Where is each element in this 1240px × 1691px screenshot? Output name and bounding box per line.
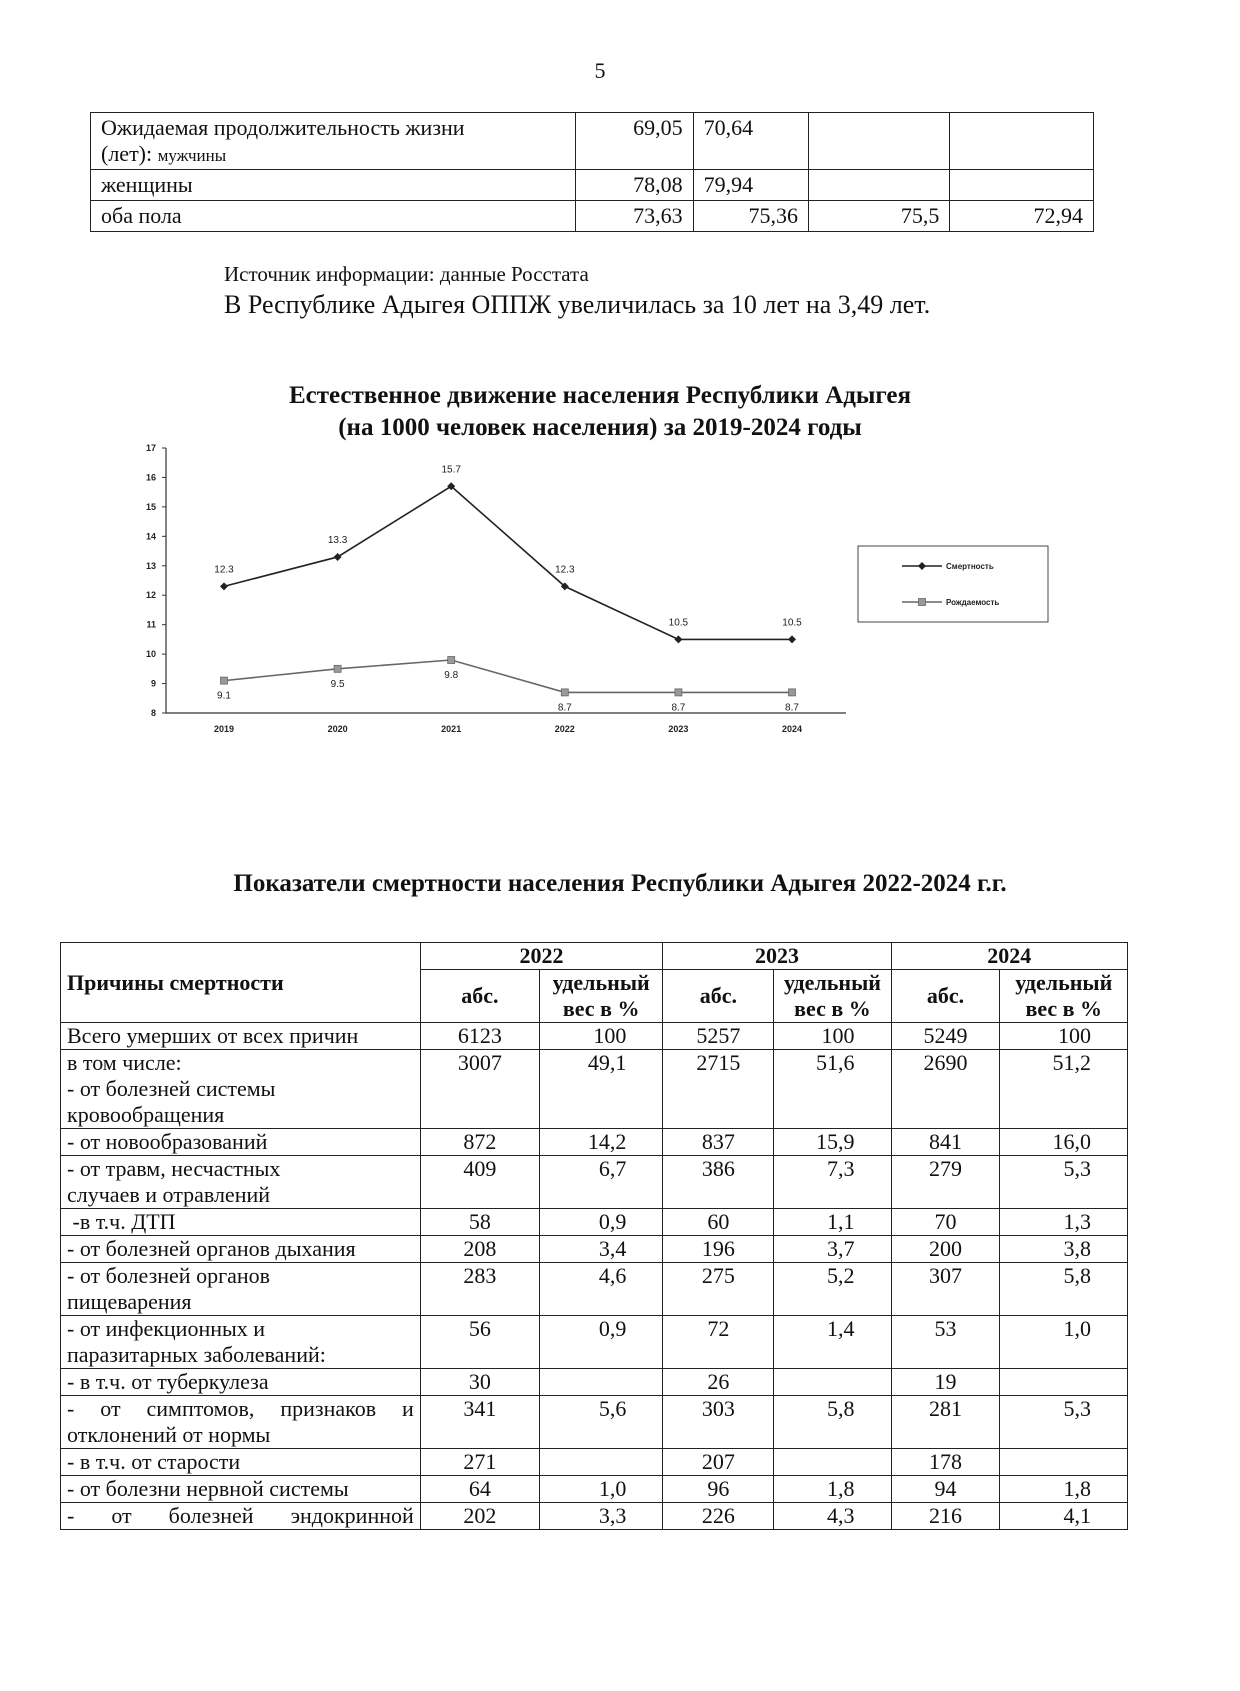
chart-title-line: Естественное движение населения Республики Адыгея bbox=[288, 382, 912, 409]
row-label-line: (лет): bbox=[101, 141, 153, 166]
data-label: 9.5 bbox=[330, 678, 345, 690]
life-expectancy-table bbox=[90, 112, 1094, 232]
x-tick-label: 2024 bbox=[781, 724, 803, 734]
pct-value-cell bbox=[540, 1369, 663, 1396]
cause-cell bbox=[61, 1476, 421, 1503]
cause-cell bbox=[61, 1503, 421, 1530]
cause-line: - от болезни нервной системы bbox=[67, 1476, 349, 1501]
cause-line: случаев и отравлений bbox=[67, 1182, 271, 1207]
abs-value-cell: 281 bbox=[891, 1396, 1000, 1449]
value-cell: 75,36 bbox=[693, 201, 808, 232]
pct-value-cell bbox=[774, 1449, 891, 1476]
pct-value-cell bbox=[540, 1449, 663, 1476]
y-tick-label: 9 bbox=[150, 678, 156, 689]
pct-value-cell: 1,8 bbox=[1000, 1476, 1128, 1503]
source-note: Источник информации: данные Росстата bbox=[224, 262, 589, 286]
pct-value-cell: 5,8 bbox=[1000, 1263, 1128, 1316]
pct-value-cell: 49,1 bbox=[540, 1050, 663, 1129]
abs-value-cell: 307 bbox=[891, 1263, 1000, 1316]
cause-line: отклонений от нормы bbox=[67, 1422, 271, 1447]
year-header: 2023 bbox=[663, 943, 891, 970]
table-row bbox=[61, 1156, 1128, 1209]
cause-cell bbox=[61, 1209, 421, 1236]
table-row bbox=[91, 201, 1094, 232]
table-row bbox=[61, 1236, 1128, 1263]
abs-value-cell: 2690 bbox=[891, 1050, 1000, 1129]
abs-value-cell: 208 bbox=[420, 1236, 539, 1263]
cause-line: - от болезней органов bbox=[67, 1263, 271, 1288]
abs-value-cell: 58 bbox=[420, 1209, 539, 1236]
pct-value-cell bbox=[1000, 1449, 1128, 1476]
abs-value-cell: 872 bbox=[420, 1129, 539, 1156]
table-row bbox=[61, 1449, 1128, 1476]
abs-value-cell: 178 bbox=[891, 1449, 1000, 1476]
value-cell: 75,5 bbox=[808, 201, 949, 232]
data-point bbox=[221, 677, 228, 684]
pct-value-cell: 100 bbox=[540, 1023, 663, 1050]
y-tick-label: 13 bbox=[145, 560, 156, 571]
data-point bbox=[561, 689, 568, 696]
pct-value-cell: 5,3 bbox=[1000, 1156, 1128, 1209]
data-label: 12.3 bbox=[555, 564, 575, 576]
value-cell: 70,64 bbox=[693, 113, 808, 170]
cause-cell bbox=[61, 1236, 421, 1263]
data-point bbox=[789, 689, 796, 696]
abs-header: абс. bbox=[663, 970, 774, 1023]
pct-value-cell: 5,3 bbox=[1000, 1396, 1128, 1449]
data-label: 13.3 bbox=[327, 534, 348, 546]
pct-value-cell: 16,0 bbox=[1000, 1129, 1128, 1156]
table-row bbox=[91, 170, 1094, 201]
abs-value-cell: 2715 bbox=[663, 1050, 774, 1129]
cause-line: - от новообразований bbox=[67, 1129, 268, 1154]
table-row bbox=[61, 1050, 1128, 1129]
year-header: 2022 bbox=[420, 943, 663, 970]
abs-value-cell: 30 bbox=[420, 1369, 539, 1396]
value-cell bbox=[950, 170, 1094, 201]
abs-value-cell: 5257 bbox=[663, 1023, 774, 1050]
pct-value-cell: 51,6 bbox=[774, 1050, 891, 1129]
y-tick-label: 17 bbox=[145, 443, 156, 453]
pct-value-cell: 1,0 bbox=[540, 1476, 663, 1503]
abs-value-cell: 837 bbox=[663, 1129, 774, 1156]
pct-value-cell: 3,7 bbox=[774, 1236, 891, 1263]
cause-line: пищеварения bbox=[67, 1289, 192, 1314]
pct-value-cell bbox=[774, 1369, 891, 1396]
value-cell: 78,08 bbox=[576, 170, 693, 201]
chart-axes bbox=[146, 443, 846, 734]
pct-value-cell: 3,8 bbox=[1000, 1236, 1128, 1263]
cause-header: Причины смертности bbox=[61, 943, 421, 1023]
row-label: женщины bbox=[91, 170, 576, 201]
abs-value-cell: 271 bbox=[420, 1449, 539, 1476]
pct-value-cell bbox=[1000, 1369, 1128, 1396]
y-tick-label: 11 bbox=[146, 619, 156, 630]
value-cell: 69,05 bbox=[576, 113, 693, 170]
pct-value-cell: 1,8 bbox=[774, 1476, 891, 1503]
abs-header: абс. bbox=[891, 970, 1000, 1023]
cause-line: Всего умерших от всех причин bbox=[67, 1023, 359, 1048]
data-point bbox=[334, 665, 341, 672]
value-cell bbox=[808, 170, 949, 201]
y-tick-label: 15 bbox=[145, 501, 156, 512]
table-row bbox=[61, 1263, 1128, 1316]
cause-line: - от травм, несчастных bbox=[67, 1156, 281, 1181]
pct-value-cell: 1,3 bbox=[1000, 1209, 1128, 1236]
cause-line: - от болезней эндокринной bbox=[67, 1503, 414, 1528]
chart-title-line: (на 1000 человек населения) за 2019-2024 годы bbox=[338, 414, 862, 441]
pct-value-cell: 6,7 bbox=[540, 1156, 663, 1209]
pct-value-cell: 1,4 bbox=[774, 1316, 891, 1369]
data-point bbox=[334, 553, 342, 561]
pct-value-cell: 4,6 bbox=[540, 1263, 663, 1316]
abs-header: абс. bbox=[420, 970, 539, 1023]
series-line bbox=[224, 486, 792, 639]
abs-value-cell: 216 bbox=[891, 1503, 1000, 1530]
legend-marker bbox=[919, 599, 926, 606]
cause-cell bbox=[61, 1129, 421, 1156]
pct-value-cell: 1,1 bbox=[774, 1209, 891, 1236]
cause-cell bbox=[61, 1050, 421, 1129]
table-row bbox=[61, 1209, 1128, 1236]
abs-value-cell: 341 bbox=[420, 1396, 539, 1449]
abs-value-cell: 70 bbox=[891, 1209, 1000, 1236]
pct-value-cell: 100 bbox=[1000, 1023, 1128, 1050]
abs-value-cell: 200 bbox=[891, 1236, 1000, 1263]
cause-line: - от симптомов, признаков и bbox=[67, 1396, 414, 1421]
legend-label: Смертность bbox=[946, 562, 994, 571]
pct-value-cell: 5,2 bbox=[774, 1263, 891, 1316]
cause-cell bbox=[61, 1023, 421, 1050]
abs-value-cell: 409 bbox=[420, 1156, 539, 1209]
abs-value-cell: 64 bbox=[420, 1476, 539, 1503]
x-tick-label: 2020 bbox=[327, 724, 348, 734]
cause-cell bbox=[61, 1369, 421, 1396]
table-row bbox=[61, 1316, 1128, 1369]
y-tick-label: 8 bbox=[150, 708, 156, 718]
table-row bbox=[61, 1023, 1128, 1050]
summary-text: В Республике Адыгея ОППЖ увеличилась за 10 лет на 3,49 лет. bbox=[224, 290, 931, 319]
pct-value-cell: 100 bbox=[774, 1023, 891, 1050]
x-tick-label: 2023 bbox=[668, 724, 689, 734]
data-point bbox=[448, 657, 455, 664]
pct-value-cell: 5,6 bbox=[540, 1396, 663, 1449]
chart-title bbox=[0, 380, 1200, 444]
mortality-table bbox=[60, 942, 1128, 1530]
abs-value-cell: 96 bbox=[663, 1476, 774, 1503]
value-cell: 73,63 bbox=[576, 201, 693, 232]
year-header: 2024 bbox=[891, 943, 1127, 970]
cause-cell bbox=[61, 1396, 421, 1449]
cause-line: паразитарных заболеваний: bbox=[67, 1342, 326, 1367]
y-tick-label: 14 bbox=[145, 531, 156, 542]
pct-value-cell: 14,2 bbox=[540, 1129, 663, 1156]
natural-movement-chart bbox=[140, 443, 1140, 818]
abs-value-cell: 3007 bbox=[420, 1050, 539, 1129]
abs-value-cell: 53 bbox=[891, 1316, 1000, 1369]
y-tick-label: 12 bbox=[145, 590, 156, 601]
data-label: 8.7 bbox=[671, 702, 686, 714]
pct-header: удельный вес в % bbox=[540, 970, 663, 1023]
data-point bbox=[675, 689, 682, 696]
abs-value-cell: 841 bbox=[891, 1129, 1000, 1156]
pct-header: удельный вес в % bbox=[1000, 970, 1128, 1023]
row-label: оба пола bbox=[91, 201, 576, 232]
abs-value-cell: 196 bbox=[663, 1236, 774, 1263]
abs-value-cell: 5249 bbox=[891, 1023, 1000, 1050]
data-label: 10.5 bbox=[782, 617, 802, 629]
abs-value-cell: 226 bbox=[663, 1503, 774, 1530]
abs-value-cell: 303 bbox=[663, 1396, 774, 1449]
legend-box bbox=[858, 546, 1048, 622]
abs-value-cell: 283 bbox=[420, 1263, 539, 1316]
abs-value-cell: 56 bbox=[420, 1316, 539, 1369]
pct-value-cell: 3,4 bbox=[540, 1236, 663, 1263]
data-label: 9.1 bbox=[217, 690, 231, 702]
table-row bbox=[61, 1396, 1128, 1449]
data-label: 10.5 bbox=[668, 617, 689, 629]
cause-cell bbox=[61, 1263, 421, 1316]
pct-header: удельный вес в % bbox=[774, 970, 891, 1023]
abs-value-cell: 207 bbox=[663, 1449, 774, 1476]
abs-value-cell: 72 bbox=[663, 1316, 774, 1369]
x-tick-label: 2021 bbox=[441, 724, 462, 734]
table-row bbox=[61, 1503, 1128, 1530]
abs-value-cell: 386 bbox=[663, 1156, 774, 1209]
value-cell bbox=[808, 113, 949, 170]
page-number: 5 bbox=[594, 58, 606, 83]
cause-cell bbox=[61, 1156, 421, 1209]
data-label: 8.7 bbox=[557, 702, 572, 714]
abs-value-cell: 19 bbox=[891, 1369, 1000, 1396]
mortality-table-body bbox=[61, 1023, 1128, 1530]
cause-cell bbox=[61, 1316, 421, 1369]
data-point bbox=[674, 635, 682, 643]
x-tick-label: 2019 bbox=[213, 724, 235, 734]
pct-value-cell: 1,0 bbox=[1000, 1316, 1128, 1369]
legend-label: Рождаемость bbox=[946, 598, 1000, 607]
data-point bbox=[220, 582, 228, 590]
pct-value-cell: 7,3 bbox=[774, 1156, 891, 1209]
cause-line: - в т.ч. от старости bbox=[67, 1449, 241, 1474]
chart-series bbox=[214, 464, 802, 713]
pct-value-cell: 51,2 bbox=[1000, 1050, 1128, 1129]
abs-value-cell: 60 bbox=[663, 1209, 774, 1236]
chart-legend bbox=[858, 546, 1048, 622]
cause-line: в том числе: bbox=[67, 1050, 182, 1075]
cause-line: - в т.ч. от туберкулеза bbox=[67, 1369, 269, 1394]
abs-value-cell: 26 bbox=[663, 1369, 774, 1396]
data-label: 12.3 bbox=[214, 564, 234, 576]
pct-value-cell: 3,3 bbox=[540, 1503, 663, 1530]
data-label: 8.7 bbox=[785, 702, 799, 714]
value-cell: 79,94 bbox=[693, 170, 808, 201]
y-tick-label: 16 bbox=[145, 472, 156, 483]
table-row bbox=[91, 113, 1094, 170]
data-label: 9.8 bbox=[444, 670, 459, 681]
cause-line: - от инфекционных и bbox=[67, 1316, 266, 1341]
data-point bbox=[788, 635, 796, 643]
abs-value-cell: 279 bbox=[891, 1156, 1000, 1209]
header-row bbox=[61, 943, 1128, 970]
abs-value-cell: 6123 bbox=[420, 1023, 539, 1050]
mortality-title: Показатели смертности населения Республики Адыгея 2022-2024 г.г. bbox=[233, 870, 1007, 897]
row-label-line: Ожидаемая продолжительность жизни bbox=[101, 115, 465, 140]
cause-cell bbox=[61, 1449, 421, 1476]
pct-value-cell: 4,1 bbox=[1000, 1503, 1128, 1530]
value-cell: 72,94 bbox=[950, 201, 1094, 232]
table-row bbox=[61, 1369, 1128, 1396]
x-tick-label: 2022 bbox=[554, 724, 575, 734]
abs-value-cell: 202 bbox=[420, 1503, 539, 1530]
abs-value-cell: 275 bbox=[663, 1263, 774, 1316]
pct-value-cell: 0,9 bbox=[540, 1209, 663, 1236]
cause-line: -в т.ч. ДТП bbox=[67, 1209, 176, 1234]
data-label: 15.7 bbox=[441, 464, 461, 476]
table-row bbox=[61, 1129, 1128, 1156]
pct-value-cell: 4,3 bbox=[774, 1503, 891, 1530]
row-label-sex: мужчины bbox=[157, 146, 227, 165]
row-label bbox=[91, 113, 576, 170]
cause-line: - от болезней органов дыхания bbox=[67, 1236, 356, 1261]
y-tick-label: 10 bbox=[145, 649, 156, 660]
pct-value-cell: 15,9 bbox=[774, 1129, 891, 1156]
series-line bbox=[224, 660, 792, 692]
value-cell bbox=[950, 113, 1094, 170]
pct-value-cell: 0,9 bbox=[540, 1316, 663, 1369]
cause-line: - от болезней системы bbox=[67, 1076, 276, 1101]
abs-value-cell: 94 bbox=[891, 1476, 1000, 1503]
table-row bbox=[61, 1476, 1128, 1503]
cause-line: кровообращения bbox=[67, 1102, 225, 1127]
pct-value-cell: 5,8 bbox=[774, 1396, 891, 1449]
